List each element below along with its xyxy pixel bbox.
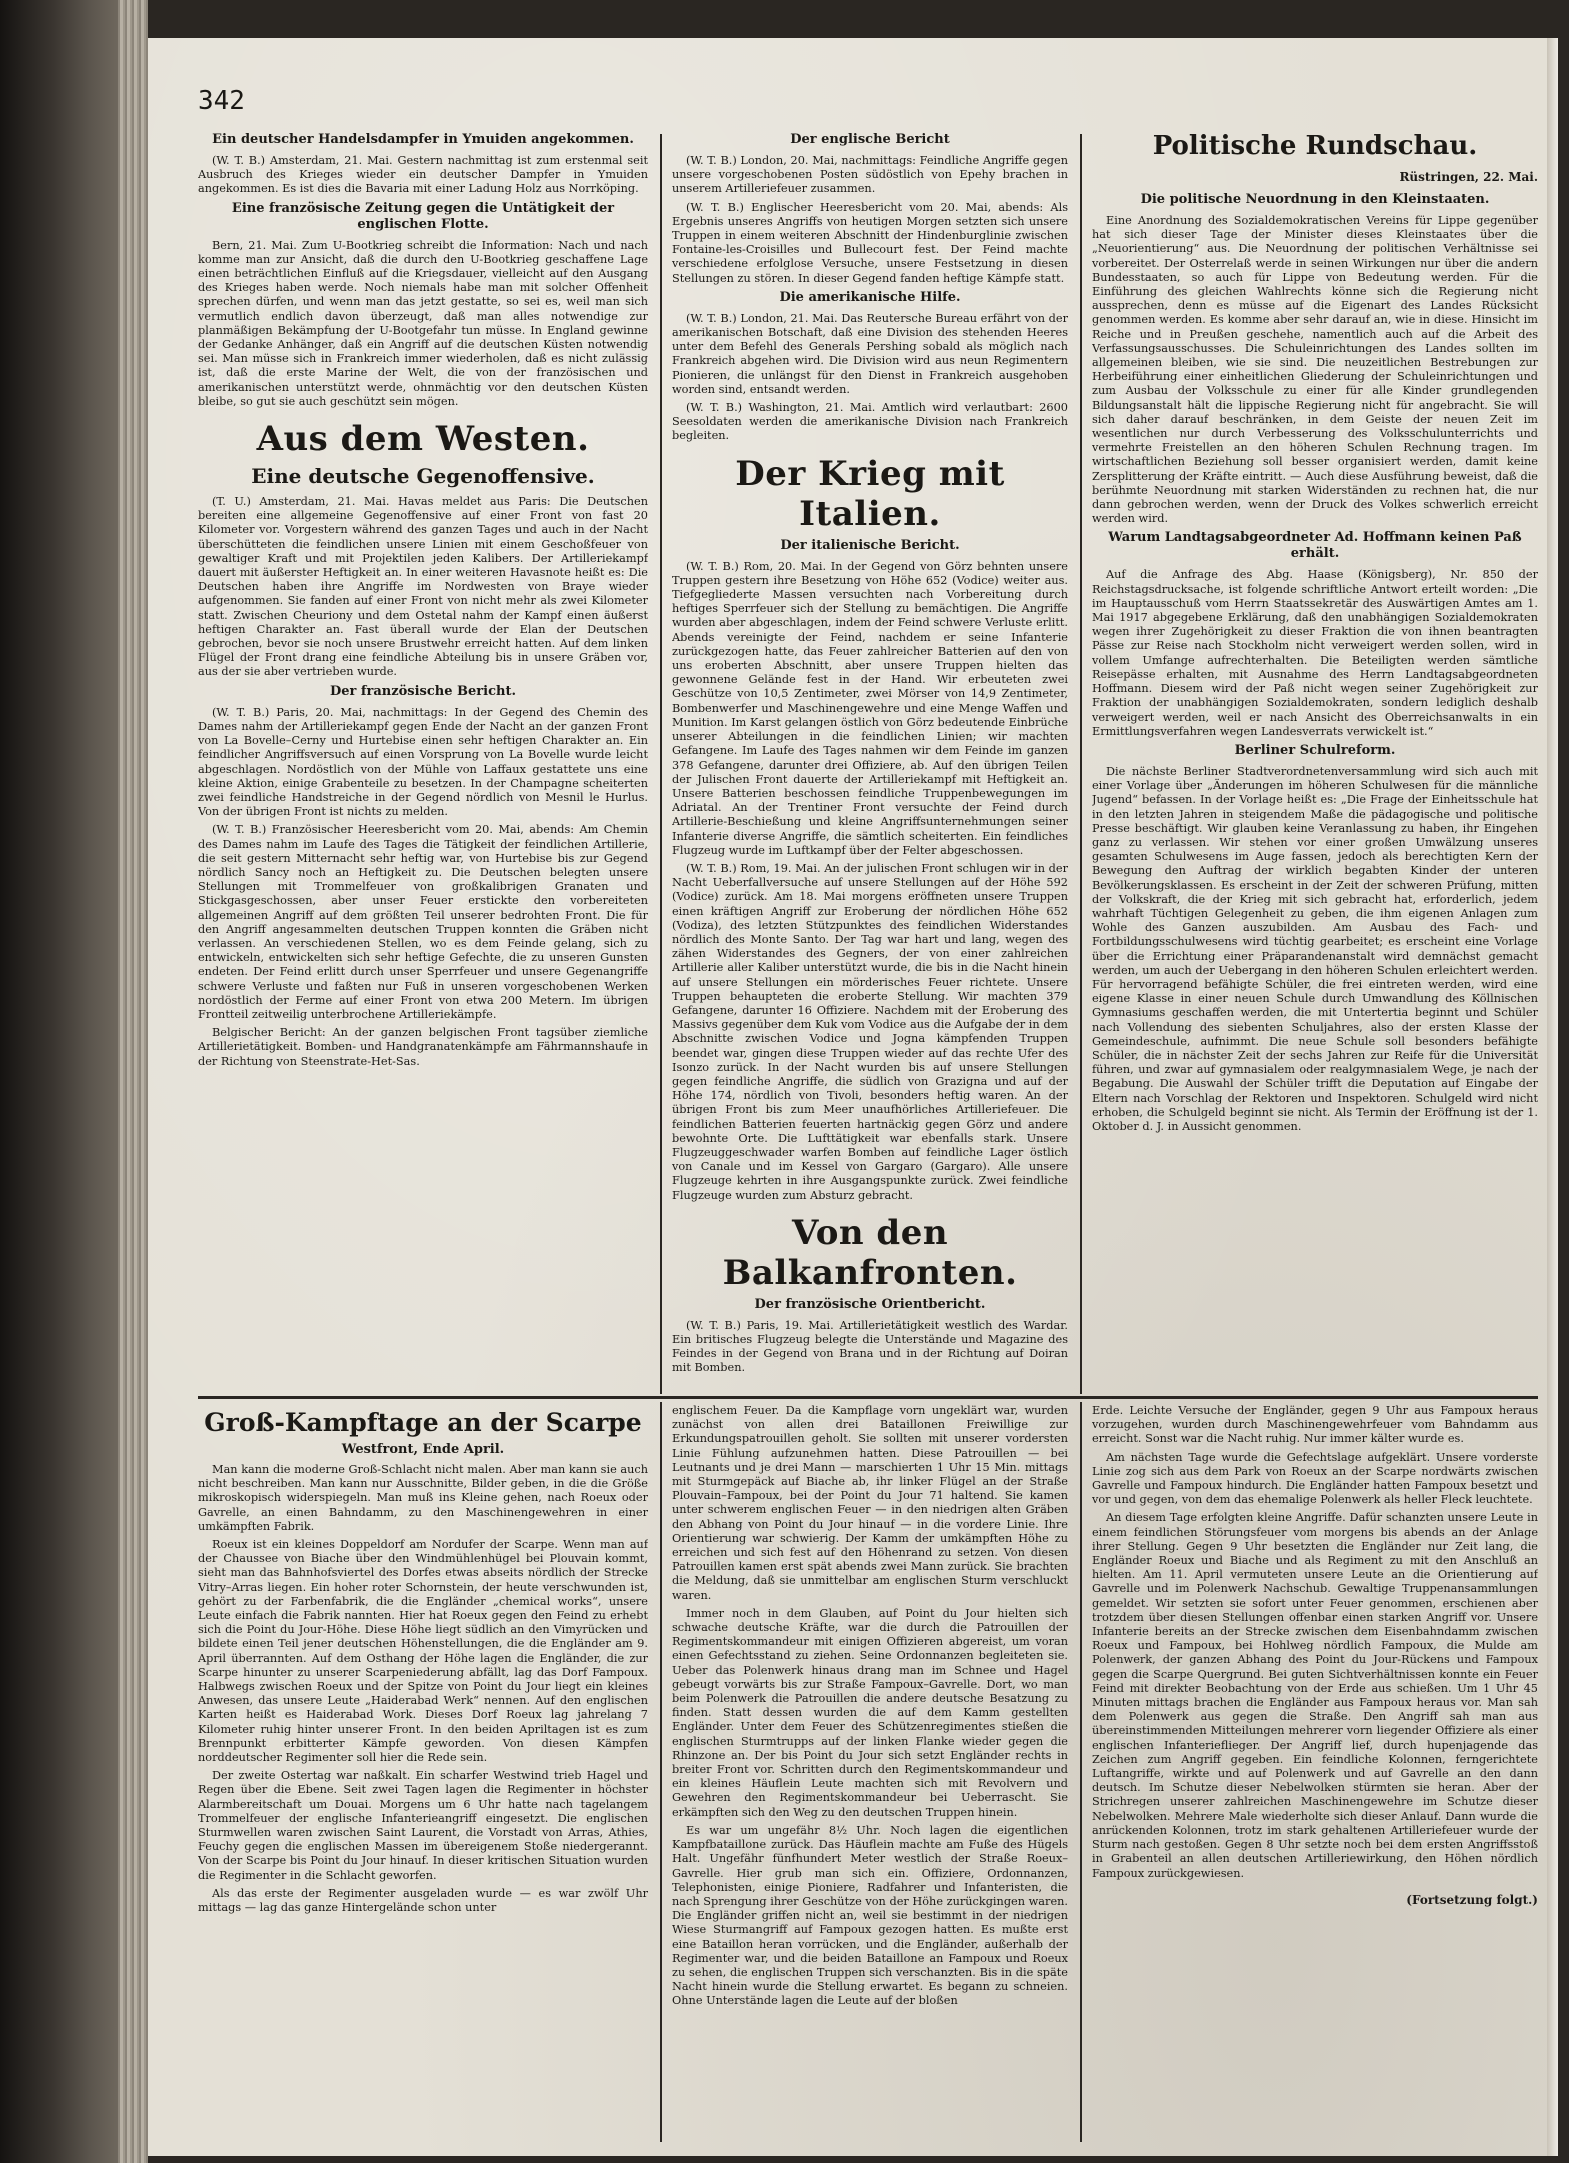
- headline-italienischer-bericht: Der italienische Bericht.: [780, 537, 960, 553]
- headline-aus-dem-westen: Aus dem Westen.: [256, 419, 590, 460]
- headline-handelsdampfer: Ein deutscher Handelsdampfer in Ymuiden angekommen.: [212, 132, 634, 147]
- page-right-edge: [1547, 38, 1558, 2156]
- article-text: (W. T. B.) Englischer Heeresbericht vom 20. Mai, abends: Als Ergebnis unseres Angriffs von heutigen Morgen setzten sich unsere Truppen in einem weiteren Abschnitt der Hindenburglinie zwischen Fontaine-les-Croisilles und Bullecourt fest. Der Feind machte verschiedene erfolglose Versuche, unsere Festsetzung in diesen Stellungen zu stören. In dieser Gegend fanden heftige Kämpfe statt.: [672, 200, 1068, 285]
- article-text: Roeux ist ein kleines Doppeldorf am Nordufer der Scarpe. Wenn man auf der Chaussee von Biache über den Windmühlenhügel bei Plouvain kommt, sieht man das Bahnhofsviertel des Dorfes etwas abseits nördlich der Strecke Vitry–Arras liegen. Ein hoher roter Schornstein, der heute verschwunden ist, gehört zu der Farbenfabrik, die die Engländer „chemical works“, unsere Leute einfach die Fabrik nannten. Hier hat Roeux gegen den Feind zu erhebt sich die Point du Jour-Höhe. Diese Höhe liegt südlich an den Vimyrücken und bildete einen Teil jener deutschen Höhenstellungen, die die Engländer am 9. April überrannten. Auf dem Osthang der Höhe lagen die Engländer, die zur Scarpe hinunter zu unserer Scarpeniederung abfällt, lag das Dorf Fampoux. Halbwegs zwischen Roeux und der Spitze von Point du Jour liegt ein kleines Anwesen, das unsere Leute „Haiderabad Werk“ nennen. Auf den englischen Karten heißt es Haiderabad Work. Dieses Dorf Roeux lag jahrelang 7 Kilometer ruhig hinter unserer Front. In den beiden Apriltagen ist es zum Brennpunkt erbitterter Kämpfe geworden. Von diesen Kämpfen norddeutscher Regimenter soll hier die Rede sein.: [198, 1538, 648, 1765]
- headline-englischer-bericht: Der englische Bericht: [790, 132, 950, 147]
- bottom-column-3: [1092, 1404, 1538, 2142]
- headline-balkanfronten: Von den Balkanfronten.: [722, 1212, 1018, 1293]
- headline-franzoesischer-bericht: Der französische Bericht.: [330, 683, 516, 699]
- newspaper-page: [148, 38, 1558, 2156]
- headline-gegenoffensive: Eine deutsche Gegenoffensive.: [251, 464, 595, 489]
- bottom-column-2: [672, 1404, 1068, 2142]
- headline-hoffmann-pass: Warum Landtagsabgeordneter Ad. Hoffmann keinen Paß erhält.: [1108, 530, 1522, 562]
- article-text: englischem Feuer. Da die Kampflage vorn ungeklärt war, wurden zunächst von allen drei Bataillonen Freiwillige zur Erkundungspatrouillen geholt. Sie sollten mit unserer vordersten Linie Fühlung aufzunehmen hatten. Diese Patrouillen — bei Leutnants und je drei Mann — marschierten 1 Uhr 15 Min. mittags mit Sturmgepäck auf Biache ab, ihr linker Flügel an der Straße Plouvain–Fampoux, bei der Point du Jour 71 haltend. Sie kamen unter schwerem englischen Feuer — in den niedrigen alten Gräben den Abhang von Point du Jour hinauf — in die vordere Linie. Ihre Orientierung war schwierig. Der Kamm der umkämpften Höhe zu erreichen und sich fest auf den Höhenrand zu setzen. Von diesen Patrouillen kamen erst spät abends zwei Mann zurück. Sie brachten die Meldung, daß sie unmittelbar am englischen Sturm verschluckt waren.: [672, 1404, 1068, 1602]
- article-text: Eine Anordnung des Sozialdemokratischen Vereins für Lippe gegenüber hat sich dieser Tage der Minister dieses Kleinstaates über die „Neuorientierung“ aus. Die Neuordnung der politischen Verhältnisse sei vorbereitet. Der Osterrelaß werde in seinen Wirkungen nur über die andern Bundesstaaten, so auch für Lippe von Bedeutung werden. Für die Einführung des gleichen Wahlrechts könne sich die Regierung nicht aussprechen, denn es müsse auf die Eigenart des Landes Rücksicht genommen werden. Es komme aber sehr darauf an, wie in diese. Hinsicht im Reiche und in Preußen geschehe, namentlich auch auf die Arbeit des Verfassungsausschusses. Die Schuleinrichtungen des Landes sollten im allgemeinen bleiben, wie sie sind. Die neuzeitlichen Bestrebungen zur Herbeiführung einer einheitlichen Gliederung der Schuleinrichtungen und zum Ausbau der Volksschule zu einer für alle Kinder grundlegenden Bildungsanstalt hält die lippische Regierung nicht für angebracht. Sie will sich daher darauf beschränken, in dem Geiste der neuen Zeit im wesentlichen nur durch Verbesserung des Volksschulunterrichts und vermehrte Freistellen an den höheren Schulen Rechnung tragen. Im wirtschaftlichen Beziehung soll besser organisiert werden, damit keine Zersplitterung der Kräfte eintritt. — Auch diese Ausführung beweist, daß die berühmte Neuordnung mit starken Widerständen zu rechnen hat, die nur dann gebrochen werden, wenn der Druck des Volkes schwerlich erreicht werden wird.: [1092, 214, 1538, 526]
- page-edges: [118, 0, 148, 2163]
- article-text: Bern, 21. Mai. Zum U-Bootkrieg schreibt die Information: Nach und nach komme man zur Ansicht, daß die durch den U-Bootkrieg geschaffene Lage einen beträchtlichen Einfluß auf die Kriegsdauer, vielleicht auf den Ausgang des Krieges haben werde. Noch niemals habe man mit solcher Offenheit sprechen dürfen, und wenn man das jetzt gestatte, so sei es, weil man sich vermutlich endlich davon überzeugt, daß man alles notwendige zur planmäßigen Bekämpfung der U-Bootgefahr tun müsse. In England gewinne der Gedanke Anhänger, daß ein Angriff auf die deutschen Küsten notwendig sei. Man müsse sich in Frankreich immer wiederholen, daß es nicht zulässig ist, daß die erste Marine der Welt, die von der französischen und amerikanischen unterstützt werde, ohnmächtig vor den deutschen Küsten bleibe, so gut sie auch geschützt sein mögen.: [198, 238, 648, 408]
- section-rule: [198, 1396, 1538, 1399]
- page-number: 342: [198, 86, 245, 116]
- article-text: (W. T. B.) Paris, 19. Mai. Artillerietätigkeit westlich des Wardar. Ein britisches Flugzeug belegte die Unterstände und Magazine des Feindes in der Gegend von Brana und in der Richtung auf Doiran mit Bomben.: [672, 1318, 1068, 1375]
- column-3: [1092, 128, 1538, 1394]
- article-text: Am nächsten Tage wurde die Gefechtslage aufgeklärt. Unsere vorderste Linie zog sich aus dem Park von Roeux an der Scarpe nordwärts zwischen Gavrelle und Fampoux hindurch. Die Engländer hatten Fampoux besetzt und vor und gegen, von dem das ehemalige Polenwerk als heller Fleck leuchtete.: [1092, 1450, 1538, 1507]
- column-rule-4: [1080, 1402, 1082, 2142]
- headline-neuordnung-kleinstaaten: Die politische Neuordnung in den Kleinstaaten.: [1140, 192, 1490, 207]
- column-rule-2: [1080, 134, 1082, 1394]
- article-text: Erde. Leichte Versuche der Engländer, gegen 9 Uhr aus Fampoux heraus vorzugehen, wurden durch Maschinengewehrfeuer vom Bahndamm aus erreicht. Sonst war die Nacht ruhig. Nur immer kälter wurde es.: [1092, 1404, 1538, 1446]
- article-text: Der zweite Ostertag war naßkalt. Ein scharfer Westwind trieb Hagel und Regen über die Ebene. Seit zwei Tagen lagen die Regimenter in höchster Alarmbereitschaft um Douai. Morgens um 6 Uhr hatte nach tagelangem Trommelfeuer der englische Infanterieangriff eingesetzt. Die englischen Sturmwellen waren zwischen Saint Laurent, die Vorstadt von Arras, Athies, Feuchy gegen die englischen Massen im übereigenem Stoße niedergerannt. Von der Scarpe bis Point du Jour hinauf. In dieser kritischen Situation wurden die Regimenter in die Schlacht geworfen.: [198, 1769, 648, 1882]
- article-text: (W. T. B.) Paris, 20. Mai, nachmittags: In der Gegend des Chemin des Dames nahm der Artilleriekampf gegen Ende der Nacht an der ganzen Front von La Bovelle–Cerny und Hurtebise einen sehr heftigen Charakter an. Ein feindlicher Angriffsversuch auf einen Vorsprung von La Bovelle wurde leicht abgeschlagen. Nordöstlich von der Mühle von Laffaux gestattete uns eine kleine Aktion, einige Grabenteile zu besetzen. In der Champagne scheiterten zwei feindliche Handstreiche in der Gegend nördlich von Mesnil le Hurlus. Von der übrigen Front ist nichts zu melden.: [198, 705, 648, 819]
- continuation-note: (Fortsetzung folgt.): [1406, 1892, 1538, 1907]
- article-text: (W. T. B.) Rom, 19. Mai. An der julischen Front schlugen wir in der Nacht Ueberfallversuche auf unsere Stellungen auf der Höhe 592 (Vodice) zurück. Am 18. Mai morgens eröffneten unsere Truppen einen kräftigen Angriff zur Eroberung der nördlichen Höhe 652 (Vodiza), des letzten Stützpunktes des feindlichen Widerstandes nördlich des Monte Santo. Der Tag war hart und lang, wegen des zähen Widerstandes des Gegners, der von einer zahlreichen Artillerie aller Kaliber unterstützt wurde, die bis in die Nacht hinein auf unsere Stellungen ein mörderisches Feuer richtete. Unsere Truppen behaupteten die eroberte Stellung. Wir machten 379 Gefangene, darunter 16 Offiziere. Nachdem mit der Eroberung des Massivs gegenüber dem Kuk vom Vodice aus die Aufgabe der in dem Abschnitte zwischen Vodice und Jogna kämpfenden Truppen beendet war, gingen diese Truppen wieder auf das rechte Ufer des Isonzo zurück. In der Nacht wurden bis auf unsere Stellungen gegen feindliche Angriffe, die südlich von Grazigna und auf der Höhe 174, nördlich von Tivoli, besonders heftig waren. An der übrigen Front bis zum Meer unaufhörliches Artilleriefeuer. Die feindlichen Batterien feuerten hartnäckig gegen Görz und andere bewohnte Orte. Die Lufttätigkeit war ebenfalls stark. Unsere Flugzeuggeschwader warfen Bomben auf feindliche Lager östlich von Canale und im Kessel von Gargaro (Gargaro). Alle unsere Flugzeuge kehrten in ihre Ausgangspunkte zurück. Zwei feindliche Flugzeuge wurden zum Absturz gebracht.: [672, 861, 1068, 1202]
- article-text: Es war um ungefähr 8½ Uhr. Noch lagen die eigentlichen Kampfbataillone zurück. Das Häuflein machte am Fuße des Hügels Halt. Ungefähr fünfhundert Meter westlich der Straße Roeux–Gavrelle. Hier grub man sich ein. Offiziere, Ordonnanzen, Telephonisten, einige Pioniere, Radfahrer und Infanteristen, die nach Sprengung ihrer Geschütze von der Höhe zurückgingen waren. Die Engländer griffen nicht an, weil sie bestimmt in der niedrigen Wiese Sturmangriff auf Fampoux gezogen hatten. Es mußte erst eine Bataillon heran vorrücken, und die Engländer, außerhalb der Regimenter war, und die beiden Bataillone an Fampoux und Roeux zu sehen, die englischen Truppen sich verschanzten. Bis in die späte Nacht hinein wurde die Stellung erwartet. Es begann zu schneien. Ohne Unterstände lagen die Leute auf der bloßen: [672, 1823, 1068, 2008]
- book-binding: [0, 0, 118, 2163]
- article-text: Belgischer Bericht: An der ganzen belgischen Front tagsüber ziemliche Artillerietätigkeit. Bomben- und Handgranatenkämpfe am Fährmannshaufe in der Richtung von Steenstrate-Het-Sas.: [198, 1026, 648, 1068]
- article-text: Man kann die moderne Groß-Schlacht nicht malen. Aber man kann sie auch nicht beschreiben. Man kann nur Ausschnitte, Bilder geben, in die die Größe mikroskopisch widerspiegeln. Man muß ins Kleine gehen, nach Roeux oder Gavrelle, an einen Bahndamm, zu den Maschinengewehren in einer umkämpften Fabrik.: [198, 1463, 648, 1533]
- headline-orientbericht: Der französische Orientbericht.: [754, 1296, 986, 1312]
- article-text: Immer noch in dem Glauben, auf Point du Jour hielten sich schwache deutsche Kräfte, war die durch die Patrouillen der Regimentskommandeur mit einigen Offizieren abgereist, um voran einen Gefechtsstand zu ziehen. Seine Ordonnanzen begleiteten sie. Ueber das Polenwerk hinaus drang man im Schnee und Hagel gebeugt vorwärts bis zur Straße Fampoux–Gavrelle. Dort, wo man beim Polenwerk die Patrouillen die andere deutsche Besatzung zu finden. Statt dessen wurden die auf dem Kamm gestellten Engländer. Unter dem Feuer des Schützenregimentes stießen die englischen Sturmtrupps auf der linken Flanke wieder gegen die Rhinzone an. Der bis Point du Jour sich setzt Engländer rechts in breiter Front vor. Schritten durch den Regimentskommandeur und ein kleines Häuflein Leute machten sich mit Revolvern und Gewehren den Regimentskommandeur bei Ueberrascht. Sie erkämpften sich den Weg zu den deutschen Truppen hinein.: [672, 1606, 1068, 1819]
- column-rule-1: [660, 134, 662, 1394]
- article-text: An diesem Tage erfolgten kleine Angriffe. Dafür schanzten unsere Leute in einem feindlichen Störungsfeuer vom morgens bis abends an der Anlage ihrer Stellung. Gegen 9 Uhr besetzten die Engländer nur Zeit lang, die Engländer Roeux und Biache und als Regiment zu mit den Anschluß an hielten. Am 11. April vermuteten unsere Leute an die Orientierung auf Gavrelle und im Polenwerk Nachschub. Gewaltige Truppenansammlungen gemeldet. Wir setzten sie sofort unter Feuer genommen, erschienen aber trotzdem über diesen Stellungen offenbar einen starken Angriff vor. Unsere Infanterie bereits an der Strecke zwischen dem Eisenbahndamm zwischen Roeux und Fampoux, bei Hohlweg nördlich Fampoux, die Mulde am Polenwerk, der ganzen Abhang des Point du Jour-Rückens und Fampoux gegen die Scarpe Quergrund. Bei guten Sichtverhältnissen konnte ein Feuer Feind mit direkter Beobachtung von der Erde aus schießen. Um 1 Uhr 45 Minuten mittags brachen die Engländer aus Fampoux heraus vor. Man sah dem Polenwerk aus gegen die Straße. Den Angriff sah man aus übereinstimmenden Mitteilungen mehrerer vorn liegender Offiziere als einer englischen Infanterieflieger. Der Angriff lief, durch hupenjagende das Zeichen zum Angriff gegeben. Ein feindliche Kolonnen, ferngerichtete Luftangriffe, wirkte und auf Polenwerk und auf Gavrelle an den dann deutsch. Im Schutze dieser Nebelwolken stürmten sie heran. Aber der Strichregen unserer zahlreichen Maschinengewehre im Schutze dieser Nebelwolken. Mehrere Male wiederholte sich dieser Anlauf. Dann wurde die anrückenden Kolonnen, trotz im stark gehaltenen Artilleriefeuer wurde der Sturm nach gestoßen. Gegen 8 Uhr setzte noch bei dem ersten Angriffsstoß in Grabenteil an allen deutschen Artilleriewirkung, den Höhen nördlich Fampoux zurückgewiesen.: [1092, 1511, 1538, 1880]
- dateline: Rüstringen, 22. Mai.: [1399, 170, 1538, 184]
- article-text: Die nächste Berliner Stadtverordnetenversammlung wird sich auch mit einer Vorlage über „Änderungen im höheren Schulwesen für die männliche Jugend“ befassen. In der Vorlage heißt es: „Die Frage der Einheitsschule hat in den letzten Jahren in steigendem Maße die pädagogische und politische Presse beschäftigt. Wir glauben keine Veranlassung zu haben, ihr Eingehen ganz zu verlassen. Wir stehen vor einer großen Umwälzung unseres gesamten Schulwesens im Auge fassen, jedoch als berechtigten Kern der Bewegung den Auftrag der wirklich begabten Kinder der unteren Bevölkerungsklassen. Es erscheint in der Zeit der schweren Prüfung, mitten der Volkskraft, die der Krieg mit sich gebracht hat, erforderlich, jedem wahrhaft Tüchtigen Gelegenheit zu geben, die ihm eigenen Anlagen zum Wohle des Ganzen auszubilden. Am Ausbau des Fach- und Fortbildungsschulwesens wird tüchtig gearbeitet; es erscheint eine Vorlage über die Errichtung einer Präparandenanstalt wird demnächst gemacht werden, um auch der Uebergang in den höheren Schulen erleichtert werden. Für hervorragend befähigte Schüler, die frei eintreten werden, wird eine eigene Klasse in einer neuen Schule durch Umwandlung des Köllnischen Gymnasiums geschaffen werden, die mit Untertertia beginnt und Schüler nach Vollendung des siebenten Schuljahres, also der ersten Klasse der Gemeindeschule, aufnimmt. Die neue Schule soll besonders befähigte Schüler, die in nächster Zeit der sechs Jahren zur Reife für die Universität führen, und zwar auf gymnasialem oder realgymnasialem Wege, je nach der Begabung. Die Auswahl der Schüler trifft die Deputation auf Eingabe der Eltern nach Vorschlag der Rektoren und Inspektoren. Schulgeld wird nicht erhoben, die Schulgeld beginnt sie nicht. Als Termin der Eröffnung ist der 1. Oktober d. J. in Aussicht genommen.: [1092, 764, 1538, 1133]
- column-1: [198, 128, 648, 1394]
- headline-krieg-mit-italien: Der Krieg mit Italien.: [735, 453, 1005, 534]
- article-text: (W. T. B.) Französischer Heeresbericht vom 20. Mai, abends: Am Chemin des Dames nahm im Laufe des Tages die Tätigkeit der feindlichen Artillerie, die seit gestern Mitternacht sehr heftig war, von Hurtebise bis zur Gegend nördlich Sancy noch an Heftigkeit zu. Die Deutschen belegten unsere Stellungen mit Trommelfeuer von großkalibrigen Granaten und Stickgasgeschossen, aber unser Feuer erstickte den vorbereiteten allgemeinen Angriff auf dem größten Teil unserer bedrohten Front. Die für den Angriff angesammelten deutschen Truppen konnten die Gräben nicht verlassen. An verschiedenen Stellen, wo es dem Feinde gelang, sich zu entwickeln, entwickelten sich sehr heftige Gefechte, die zu unseren Gunsten endeten. Der Feind erlitt durch unser Sperrfeuer und unsere Gegenangriffe schwere Verluste und faßten nur Fuß in unseren vorgeschobenen Werken nordöstlich der Ferme auf einer Front von etwa 200 Metern. Im übrigen Frontteil zeitweilig unterbrochene Artilleriekämpfe.: [198, 823, 648, 1021]
- headline-politische-rundschau: Politische Rundschau.: [1152, 131, 1478, 161]
- article-text: Als das erste der Regimenter ausgeladen wurde — es war zwölf Uhr mittags — lag das ganze Hintergelände schon unter: [198, 1886, 648, 1915]
- article-text: (W. T. B.) London, 20. Mai, nachmittags: Feindliche Angriffe gegen unsere vorgeschobenen Posten südöstlich von Epehy brachen in unserem Artilleriefeuer zusammen.: [672, 154, 1068, 196]
- article-text: Auf die Anfrage des Abg. Haase (Königsberg), Nr. 850 der Reichstagsdrucksache, ist folgende schriftliche Antwort erteilt worden: „Die im Hauptausschuß vom Herrn Staatssekretär des Auswärtigen Amtes am 1. Mai 1917 abgegebene Erklärung, daß den unabhängigen Sozialdemokraten wegen ihrer Zugehörigkeit zu dieser Fraktion die von ihnen beantragten Pässe zur Reise nach Stockholm nicht verweigert werden sollen, wird in vollem Umfange aufrechterhalten. Die Beteiligten werden sämtliche Reisepässe erhalten, mit Ausnahme des Herrn Landtagsabgeordneten Hoffmann. Diesem wird der Paß nicht wegen seiner Zugehörigkeit zur Fraktion der unabhängigen Sozialdemokraten, sondern lediglich deshalb verweigert werden, weil er nach Ansicht des Oberreichsanwalts in ein Ermittlungsverfahren wegen Landesverrats verwickelt ist.“: [1092, 568, 1538, 738]
- column-2: [672, 128, 1068, 1394]
- headline-franzoesische-zeitung: Eine französische Zeitung gegen die Untätigkeit der englischen Flotte.: [231, 200, 615, 232]
- feature-subtitle: Westfront, Ende April.: [341, 1442, 505, 1457]
- article-text: (W. T. B.) Rom, 20. Mai. In der Gegend von Görz behnten unsere Truppen gestern ihre Besetzung von Höhe 652 (Vodice) weiter aus. Tiefgegliederte Massen versuchten nach Vorbereitung durch heftiges Sperrfeuer sich der Stellung zu bemächtigen. Die Angriffe wurden aber abgeschlagen, indem der Feind schwere Verluste erlitt. Abends vereinigte der Feind, nachdem er seine Infanterie zurückgezogen hatte, das Feuer zahlreicher Batterien auf den von uns eroberten Abschnitt, aber unsere Truppen hielten das gewonnene Gelände fest in der Hand. Wir erbeuteten zwei Geschütze von 10,5 Zentimeter, zwei Mörser von 14,9 Zentimeter, Bombenwerfer und Maschinengewehre und eine Menge Waffen und Munition. Im Karst gelangen östlich von Görz bedeutende Einbrüche unserer Abteilungen in die feindlichen Linien; wir machten Gefangene. Im Laufe des Tages nahmen wir dem Feinde im ganzen 378 Gefangene, darunter drei Offiziere, ab. Auf den übrigen Teilen der Julischen Front dauerte der Artilleriekampf mit Heftigkeit an. Unsere Batterien beschossen feindliche Truppenbewegungen im Adriatal. An der Trentiner Front versuchte der Feind durch Artillerie-Beschießung und kleine Angriffsunternehmungen seiner Infanterie diverse Angriffe, die sämtlich scheiterten. Ein feindliches Flugzeug wurde im Luftkampf über der Felter abgeschossen.: [672, 559, 1068, 857]
- feature-title: Groß-Kampftage an der Scarpe: [204, 1408, 642, 1437]
- headline-berliner-schulreform: Berliner Schulreform.: [1234, 742, 1396, 758]
- headline-amerikanische-hilfe: Die amerikanische Hilfe.: [779, 289, 961, 305]
- bottom-column-1: [198, 1404, 648, 2142]
- article-text: (W. T. B.) Amsterdam, 21. Mai. Gestern nachmittag ist zum erstenmal seit Ausbruch des Krieges wieder ein deutscher Dampfer in Ymuiden angekommen. Es ist dies die Bavaria mit einer Ladung Holz aus Norrköping.: [198, 154, 648, 196]
- article-text: (W. T. B.) Washington, 21. Mai. Amtlich wird verlautbart: 2600 Seesoldaten werden die amerikanische Division nach Frankreich begleiten.: [672, 401, 1068, 443]
- article-text: (W. T. B.) London, 21. Mai. Das Reutersche Bureau erfährt von der amerikanischen Botschaft, daß eine Division des stehenden Heeres unter dem Befehl des Generals Pershing sobald als möglich nach Frankreich abgehen wird. Die Division wird aus neun Regimentern Pionieren, die unlängst für den Dienst in Frankreich ausgehoben worden sind, entsandt werden.: [672, 311, 1068, 396]
- article-text: (T. U.) Amsterdam, 21. Mai. Havas meldet aus Paris: Die Deutschen bereiten eine allgemeine Gegenoffensive auf einer Front von fast 20 Kilometer vor. Vorgestern während des ganzen Tages und auch in der Nacht überschütteten die feindlichen unsere Linien mit einem Geschoßfeuer von gewaltiger Kraft und mit Projektilen jeden Kalibers. Der Artilleriekampf dauert mit äußerster Heftigkeit an. In einer weiteren Havasnote heißt es: Die Deutschen haben ihre Angriffe im Nordwesten von Braye wieder aufgenommen. Sie fanden auf einer Front von nicht mehr als zwei Kilometer statt. Zwischen Cheuriony und dem Ostetal nahm der Kampf einen äußerst heftigen Charakter an. Fast überall wurde der Elan der Deutschen gebrochen, bevor sie noch unsere Brustwehr erreicht hatten. Auf dem linken Flügel der Front drang eine feindliche Abteilung bis in unsere Gräben vor, aus der sie aber vertrieben wurde.: [198, 495, 648, 679]
- column-rule-3: [660, 1402, 662, 2142]
